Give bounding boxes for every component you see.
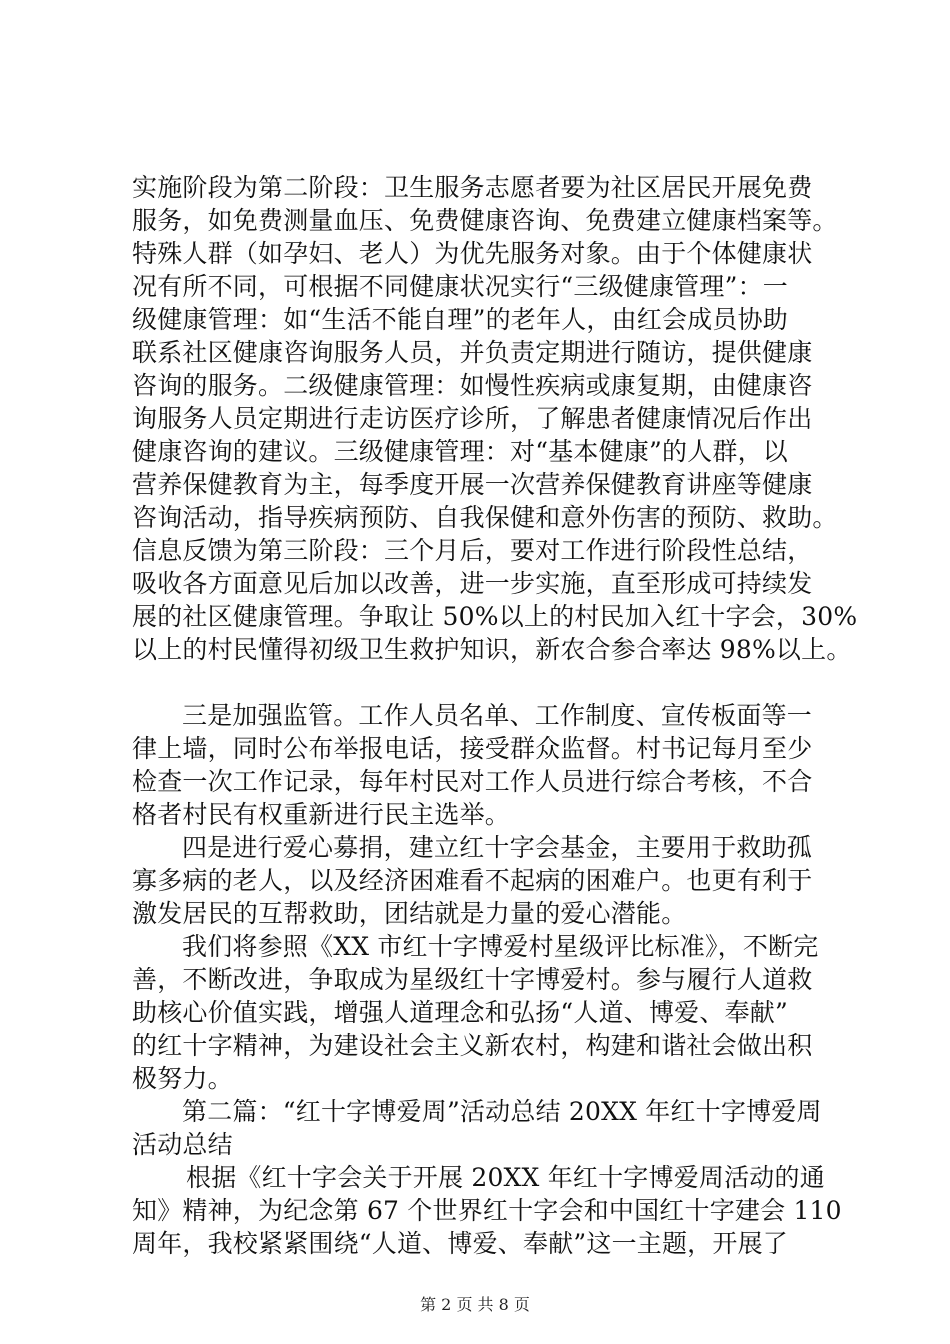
text-line: 我们将参照《XX 市红十字博爱村星级评比标准》，不断完: [182, 932, 819, 961]
text-line: 检查一次工作记录，每年村民对工作人员进行综合考核，不合: [132, 767, 813, 796]
text-line: 的红十字精神，为建设社会主义新农村，构建和谐社会做出积: [132, 1031, 813, 1060]
text-line: 信息反馈为第三阶段：三个月后，要对工作进行阶段性总结，: [132, 536, 813, 565]
text-line: 三是加强监管。工作人员名单、工作制度、宣传板面等一: [182, 701, 813, 730]
text-line: 营养保健教育为主，每季度开展一次营养保健教育讲座等健康: [132, 470, 813, 499]
text-line: 以上的村民懂得初级卫生救护知识，新农合参合率达 98%以上。: [132, 635, 852, 664]
text-line: 格者村民有权重新进行民主选举。: [132, 800, 511, 829]
text-line: 况有所不同，可根据不同健康状况实行“三级健康管理”：一: [132, 272, 788, 301]
text-line: 实施阶段为第二阶段：卫生服务志愿者要为社区居民开展免费: [132, 173, 813, 202]
text-line: 极努力。: [132, 1064, 233, 1093]
text-line: 第二篇：“红十字博爱周”活动总结 20XX 年红十字博爱周: [182, 1097, 822, 1126]
paragraph-introduction: [132, 1161, 842, 1260]
text-line: 咨询的服务。二级健康管理：如慢性疾病或康复期，由健康咨: [132, 371, 813, 400]
text-line: 询服务人员定期进行走访医疗诊所，了解患者健康情况后作出: [132, 404, 813, 433]
text-line: 展的社区健康管理。争取让 50%以上的村民加入红十字会，30%: [132, 602, 858, 631]
paragraph-supervision: [132, 699, 832, 831]
text-line: 健康咨询的建议。三级健康管理：对“基本健康”的人群，以: [132, 437, 788, 466]
text-line: 律上墙，同时公布举报电话，接受群众监督。村书记每月至少: [132, 734, 813, 763]
text-line: 咨询活动，指导疾病预防、自我保健和意外伤害的预防、救助。: [132, 503, 838, 532]
text-line: 周年，我校紧紧围绕“人道、博爱、奉献”这一主题，开展了: [132, 1229, 788, 1258]
text-line: 服务，如免费测量血压、免费健康咨询、免费建立健康档案等。: [132, 206, 838, 235]
text-line: 级健康管理：如“生活不能自理”的老年人，由红会成员协助: [132, 305, 788, 334]
text-line: 寡多病的老人，以及经济困难看不起病的困难户。也更有利于: [132, 866, 813, 895]
text-line: 知》精神，为纪念第 67 个世界红十字会和中国红十字建会 110: [132, 1196, 842, 1225]
section-heading: [132, 1095, 832, 1161]
text-line: 活动总结: [132, 1130, 233, 1159]
paragraph-conclusion: [132, 930, 832, 1095]
text-line: 助核心价值实践，增强人道理念和弘扬“人道、博爱、奉献”: [132, 998, 788, 1027]
page-number: 第 2 页 共 8 页: [420, 1295, 530, 1314]
text-line: 联系社区健康咨询服务人员，并负责定期进行随访，提供健康: [132, 338, 813, 367]
text-line: 四是进行爱心募捐，建立红十字会基金，主要用于救助孤: [182, 833, 813, 862]
text-line: 激发居民的互帮救助，团结就是力量的爱心潜能。: [132, 899, 687, 928]
text-line: 善，不断改进，争取成为星级红十字博爱村。参与履行人道救: [132, 965, 813, 994]
document-body: [132, 171, 858, 1260]
paragraph-fundraising: [132, 831, 832, 930]
text-line: 根据《红十字会关于开展 20XX 年红十字博爱周活动的通: [186, 1163, 825, 1192]
paragraph-spacer: [132, 666, 832, 699]
paragraph-implementation-stages: [132, 171, 858, 666]
text-line: 特殊人群（如孕妇、老人）为优先服务对象。由于个体健康状: [132, 239, 813, 268]
text-line: 吸收各方面意见后加以改善，进一步实施，直至形成可持续发: [132, 569, 813, 598]
